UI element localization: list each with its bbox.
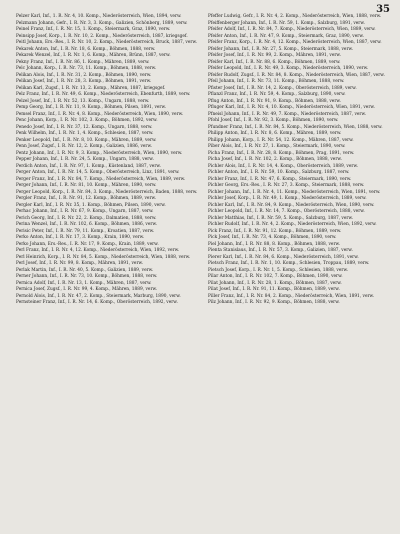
- list-entry: Pemsel Franz, Inf., I. R. Nr. 4, 8. Komp., Niederösterreich, Wien, 1890, verw.: [16, 111, 184, 117]
- list-entry: Pfeiffenberger Johann, Inf., I. R. Nr. 59, 1. Komp., Salzburg, 1891, verw.: [208, 20, 365, 26]
- list-entry: Pfeifer Josef, Inf., I. R. Nr. 99, 2. Komp., Mähren, 1891, verw.: [208, 53, 341, 58]
- list-entry: Pichler Matthias, Inf., I. R. Nr. 59, 5. Komp., Salzburg, 1887, verw.: [208, 215, 353, 221]
- list-entry: Pernold Alois, Inf., I. R. Nr. 47, 2. Komp., Steiermark, Marburg, 1890, verw.: [16, 293, 181, 299]
- list-entry: Pfeifer Johann, Inf., I. R. Nr. 27, 5. Komp., Steiermark, 1888, verw.: [208, 46, 354, 52]
- list-entry: Pernica Adolf, Inf., I. R. Nr. 13, 1. Komp., Mähren, 1887, verw.: [16, 280, 152, 286]
- list-entry: Pekarek Anton, Inf., I. R. Nr. 18, 6. Komp., Böhmen, 1888, verw.: [16, 46, 156, 52]
- list-entry: Piel Johann, Inf., I. R. Nr. 88, 8. Komp., Böhmen, 1888, verw.: [208, 241, 341, 247]
- list-entry: Pernsteiner Franz, Inf., I. R. Nr. 14, 6. Komp., Oberösterreich, 1892, verw.: [16, 300, 178, 305]
- list-entry: Peinsipp Josef, Korp., I. R. Nr. 10, 2. Komp., Niederösterreich, 1887, kriegsgef.: [16, 33, 188, 39]
- list-entry: Pichler Johann, Inf., I. R. Nr. 4, 11. Komp., Niederösterreich, Wien, 1891, verw.: [208, 189, 381, 195]
- list-entry: Pepper Johann, Inf., I. R. Nr. 24, 5. Komp., Ungarn, 1888, verw.: [16, 157, 154, 162]
- list-entry: Pichler Georg, Ers.-Res., I. R. Nr. 27, 3. Komp., Steiermark, 1888, verw.: [208, 183, 365, 188]
- list-entry: Pelikan Alois, Inf., I. R. Nr. 31, 2. Komp., Böhmen, 1890, verw.: [16, 72, 152, 78]
- list-entry: Pfundner Franz, Inf., I. R. Nr. 84, 5. Komp., Niederösterreich, Wien, 1888, verw.: [208, 124, 383, 130]
- list-entry: Pichler Anton, Inf., I. R. Nr. 59, 10. Komp., Salzburg, 1887, verw.: [208, 170, 350, 175]
- list-entry: Pentz Johann, Inf., I. R. Nr. 9, 3. Komp., Niederösterreich, Wien, 1890, verw.: [16, 150, 183, 156]
- list-entry: Peitl Johann, Ers.-Res., I. R. Nr. 10, 2. Komp., Niederösterreich, Bruck, 1887, verw.: [16, 40, 197, 45]
- list-entry: Pilat Johann, Inf., I. R. Nr. 28, 1. Komp., Böhmen, 1887, verw.: [208, 280, 342, 286]
- list-entry: Perger Franz, Inf., I. R. Nr. 84, 7. Komp., Niederösterreich, Wien, 1889, verw.: [16, 176, 186, 182]
- list-entry: Perl Franz, Inf., I. R. Nr. 4, 12. Komp., Niederösterreich, Wien, 1892, verw.: [16, 248, 180, 253]
- list-entry: Penedo Josef, Inf., I. R. Nr. 37, 12. Komp., Ungarn, 1888, verw.: [16, 124, 153, 130]
- list-entry: Pelzel Josef, Inf., I. R. Nr. 52, 13. Komp., Ungarn, 1888, verw.: [16, 98, 150, 104]
- list-entry: Pichler Leopold, Inf., I. R. Nr. 14, 7. Komp., Oberösterreich, 1888, verw.: [208, 209, 365, 214]
- list-entry: Pilat Josef, Inf., I. R. Nr. 91, 11. Komp., Böhmen, 1889, verw.: [208, 287, 340, 292]
- list-entry: Pekny Franz, Inf., I. R. Nr. 86, 1. Komp., Mähren, 1889, verw.: [16, 59, 150, 65]
- list-entry: Pelikan Karl, Zugsf., I. R. Nr. 13, 2. Komp., Mähren, 1887, kriegsgef.: [16, 85, 166, 91]
- list-entry: Pergler Karl, Inf., I. R. Nr. 35, 1. Komp., Böhmen, Pilsen, 1890, verw.: [16, 202, 166, 208]
- list-entry: Perner Johann, Inf., I. R. Nr. 73, 10. Komp., Böhmen, 1888, verw.: [16, 274, 158, 279]
- list-entry: Pilar Anton, Inf., I. R. Nr. 102, 7. Komp., Böhmen, 1890, verw.: [208, 274, 343, 279]
- list-entry: Pergler Franz, Inf., I. R. Nr. 91, 12. Komp., Böhmen, 1889, verw.: [16, 196, 157, 201]
- list-entry: Perlak Martin, Inf., I. R. Nr. 40, 5. Komp., Galizien, 1889, verw.: [16, 267, 154, 273]
- list-entry: Pfneisl Johann, Inf., I. R. Nr. 49, 7. Komp., Niederösterreich, 1887, verw.: [208, 111, 366, 117]
- left-column: [16, 14, 198, 307]
- page-number: 35: [376, 4, 390, 15]
- list-entry: Penn Josef, Zugsf., I. R. Nr. 12, 2. Komp., Galizien, 1886, verw.: [16, 144, 152, 149]
- list-entry: Pflanzl Franz, Inf., I. R. Nr. 59, 4. Komp., Salzburg, 1890, verw.: [208, 92, 346, 97]
- list-entry: Piber Alois, Inf., I. R. Nr. 27, 1. Komp., Steiermark, 1890, verw.: [208, 144, 346, 149]
- list-entry: Pilz Johann, Inf., I. R. Nr. 92, 9. Komp., Böhmen, 1888, verw.: [208, 300, 340, 305]
- list-entry: Perl Josef, Inf., I. R. Nr. 99, 8. Komp., Mähren, 1891, verw.: [16, 261, 144, 266]
- list-entry: Pichler Rudolf, Inf., I. R. Nr. 4, 2. Komp., Niederösterreich, Wien, 1892, verw.: [208, 222, 377, 227]
- list-entry: Penk Wilhelm, Inf., I. R. Nr. 1, 4. Komp., Schlesien, 1887, verw.: [16, 131, 154, 136]
- list-entry: Pfeil Johann, Inf., I. R. Nr. 73, 11. Komp., Böhmen, 1888, verw.: [208, 79, 345, 84]
- list-entry: Perhac Johann, Inf., I. R. Nr. 67, 9. Komp., Ungarn, 1887, verw.: [16, 209, 154, 214]
- list-entry: Pelzer Karl, Inf., 1. R. Nr. 4, 10. Komp., Niederösterreich, Wien, 1894, verw.: [16, 14, 182, 19]
- list-entry: Perko Johann, Ers.-Res., I. R. Nr. 17, 9. Komp., Krain, 1889, verw.: [16, 241, 159, 247]
- list-entry: Pfeifer Karl, Inf., I. R. Nr. 88, 6. Komp., Böhmen, 1889, verw.: [208, 59, 341, 65]
- list-entry: Pfeifer Adolf, Inf., I. R. Nr. 84, 7. Komp., Niederösterreich, Wien, 1889, verw.: [208, 27, 376, 32]
- list-entry: Pichler Alois, Inf., I. R. Nr. 14, 4. Komp., Oberösterreich, 1889, verw.: [208, 163, 358, 169]
- list-entry: Peinel Franz, Inf., I. R. Nr. 15, 1. Komp., Steiermark, Graz, 1890, verw.: [16, 27, 171, 32]
- list-entry: Perl Heinrich, Korp., I. R. Nr. 84, 5. Komp., Niederösterreich, Wien, 1888, verw.: [16, 254, 191, 260]
- list-entry: Pfeifer Anton, Inf., I. R. Nr. 47, 9. Komp., Steiermark, Graz, 1890, verw.: [208, 33, 364, 39]
- list-entry: Pfeifer Leopold, Inf., I. R. Nr. 49, 3. Komp., Niederösterreich, 1890, verw.: [208, 66, 369, 71]
- list-entry: Philipp Johann, Korp., I. R. Nr. 54, 12. Komp., Mähren, 1887, verw.: [208, 137, 354, 143]
- list-entry: Pernica Josef, Zugsf., I. R. Nr. 99, 4. Komp., Mähren, 1889, verw.: [16, 287, 158, 292]
- list-entry: Perko Anton, Inf., I. R. Nr. 17, 3. Komp., Krain, 1890, verw.: [16, 235, 145, 240]
- list-entry: Pietsch Franz, Inf., I. R. Nr. 1, 10. Komp., Schlesien, Troppau, 1889, verw.: [208, 261, 370, 266]
- list-entry: Perdich Anton, Inf., I. R. Nr. 97, 1. Komp., Küstenland, 1887, verw.: [16, 163, 161, 169]
- list-entry: Pfluger Karl, Inf., I. R. Nr. 4, 10. Komp., Niederösterreich, Wien, 1891, verw.: [208, 105, 375, 110]
- list-entry: Pelc Johann, Korp., I. R. Nr. 73, 11. Komp., Böhmen, 1888, verw.: [16, 66, 157, 71]
- list-entry: Pfister Josef, Inf., I. R. Nr. 14, 2. Komp., Oberösterreich, 1889, verw.: [208, 85, 357, 91]
- list-entry: Perger Leopold, Korp., I. R. Nr. 84, 3. Komp., Niederösterreich, Baden, 1888, verw.: [16, 189, 198, 195]
- list-entry: Pemp Georg, Inf., I. R. Nr. 11, 9. Komp., Böhmen, Pilsen, 1891, verw.: [16, 105, 167, 110]
- list-entry: Perina Wenzel, Inf., I. R. Nr. 102, 6. Komp., Böhmen, 1886, verw.: [16, 222, 157, 227]
- columns: [16, 14, 390, 307]
- list-entry: Penker Leopold, Inf., I. R. Nr. 8, 10. Komp., Mähren, 1889, verw.: [16, 137, 157, 143]
- list-entry: Pfeffer Ludwig, Gefr., I. R. Nr. 4, 2. Komp., Niederösterreich, Wien, 1888, verw.: [208, 14, 382, 19]
- list-entry: Pelz Franz, Inf., I. R. Nr. 49, 6. Komp., Niederösterreich, Ebenfurth, 1889, verw.: [16, 92, 191, 97]
- list-entry: Pekarek Wenzel, Inf., I. R. Nr. 1, 6. Komp., Mähren, Brünn, 1887, verw.: [16, 53, 171, 58]
- list-entry: Pelzmann Johann, Gefr., I. R. Nr. 3, 3. Komp., Galizien, Schönberg, 1889, verw.: [16, 20, 188, 26]
- list-entry: Pichler Josef, Korp., I. R. Nr. 49, 1. Komp., Niederösterreich, 1889, verw.: [208, 196, 367, 201]
- list-entry: Pierer Karl, Inf., I. R. Nr. 84, 6. Komp., Niederösterreich, 1891, verw.: [208, 254, 359, 260]
- list-entry: Picha Josef, Inf., I. R. Nr. 102, 2. Komp., Böhmen, 1888, verw.: [208, 157, 342, 162]
- list-entry: Pienta Stanislaus, Inf., I. R. Nr. 57, 3. Komp., Galizien, 1887, verw.: [208, 248, 353, 253]
- list-entry: Philipp Anton, Inf., I. R. Nr. 8, 6. Komp., Mähren, 1889, verw.: [208, 131, 342, 136]
- list-entry: Perger Anton, Inf., I. R. Nr. 14, 5. Komp., Oberösterreich, Linz, 1891, verw.: [16, 170, 180, 175]
- list-entry: Pick Franz, Inf., I. R. Nr. 91, 12. Komp., Böhmen, 1889, verw.: [208, 228, 342, 234]
- list-entry: Pichler Karl, Inf., I. R. Nr. 84, 9. Komp., Niederösterreich, Wien, 1890, verw.: [208, 202, 375, 208]
- list-entry: Perisic Peter, Inf., I. R. Nr. 79, 11. Komp., Kroatien, 1887, verw.: [16, 228, 155, 234]
- list-entry: Pfeifer Franz, Korp., I. R. Nr. 4, 12. Komp., Niederösterreich, Wien, 1887, verw.: [208, 40, 382, 45]
- list-entry: Pichler Franz, Inf., I. R. Nr. 47, 6. Komp., Steiermark, 1890, verw.: [208, 176, 352, 182]
- list-entry: Pflug Anton, Inf., I. R. Nr. 91, 9. Komp., Böhmen, 1888, verw.: [208, 98, 341, 104]
- list-entry: Pick Josef, Inf., I. R. Nr. 73, 4. Komp., Böhmen, 1890, verw.: [208, 235, 337, 240]
- list-entry: Pfohl Josef, Inf., I. R. Nr. 92, 3. Komp., Böhmen, 1890, verw.: [208, 118, 339, 123]
- list-entry: Pietsch Josef, Korp., I. R. Nr. 1, 5. Komp., Schlesien, 1888, verw.: [208, 267, 348, 273]
- list-entry: Pelikan Josef, Inf., I. R. Nr. 28, 3. Komp., Böhmen, 1891, verw.: [16, 79, 152, 84]
- list-entry: Piller Franz, Inf., I. R. Nr. 84, 2. Komp., Niederösterreich, Wien, 1891, verw.: [208, 293, 375, 299]
- list-entry: Penc Johann, Korp., I. R. Nr. 102, 3. Komp., Böhmen, 1892, verw.: [16, 118, 158, 123]
- right-column: [208, 14, 390, 307]
- list-entry: Perger Johann, Inf., I. R. Nr. 81, 10. Komp., Mähren, 1890, verw.: [16, 183, 157, 188]
- list-entry: Picha Franz, Inf., I. R. Nr. 28, 8. Komp., Böhmen, Prag, 1891, verw.: [208, 150, 355, 156]
- list-entry: Pfeifer Rudolf, Zugsf., I. R. Nr. 84, 8. Komp., Niederösterreich, Wien, 1887, verw.: [208, 72, 385, 78]
- list-entry: Perich Georg, Inf., I. R. Nr. 22, 2. Komp., Dalmatien, 1888, verw.: [16, 215, 157, 221]
